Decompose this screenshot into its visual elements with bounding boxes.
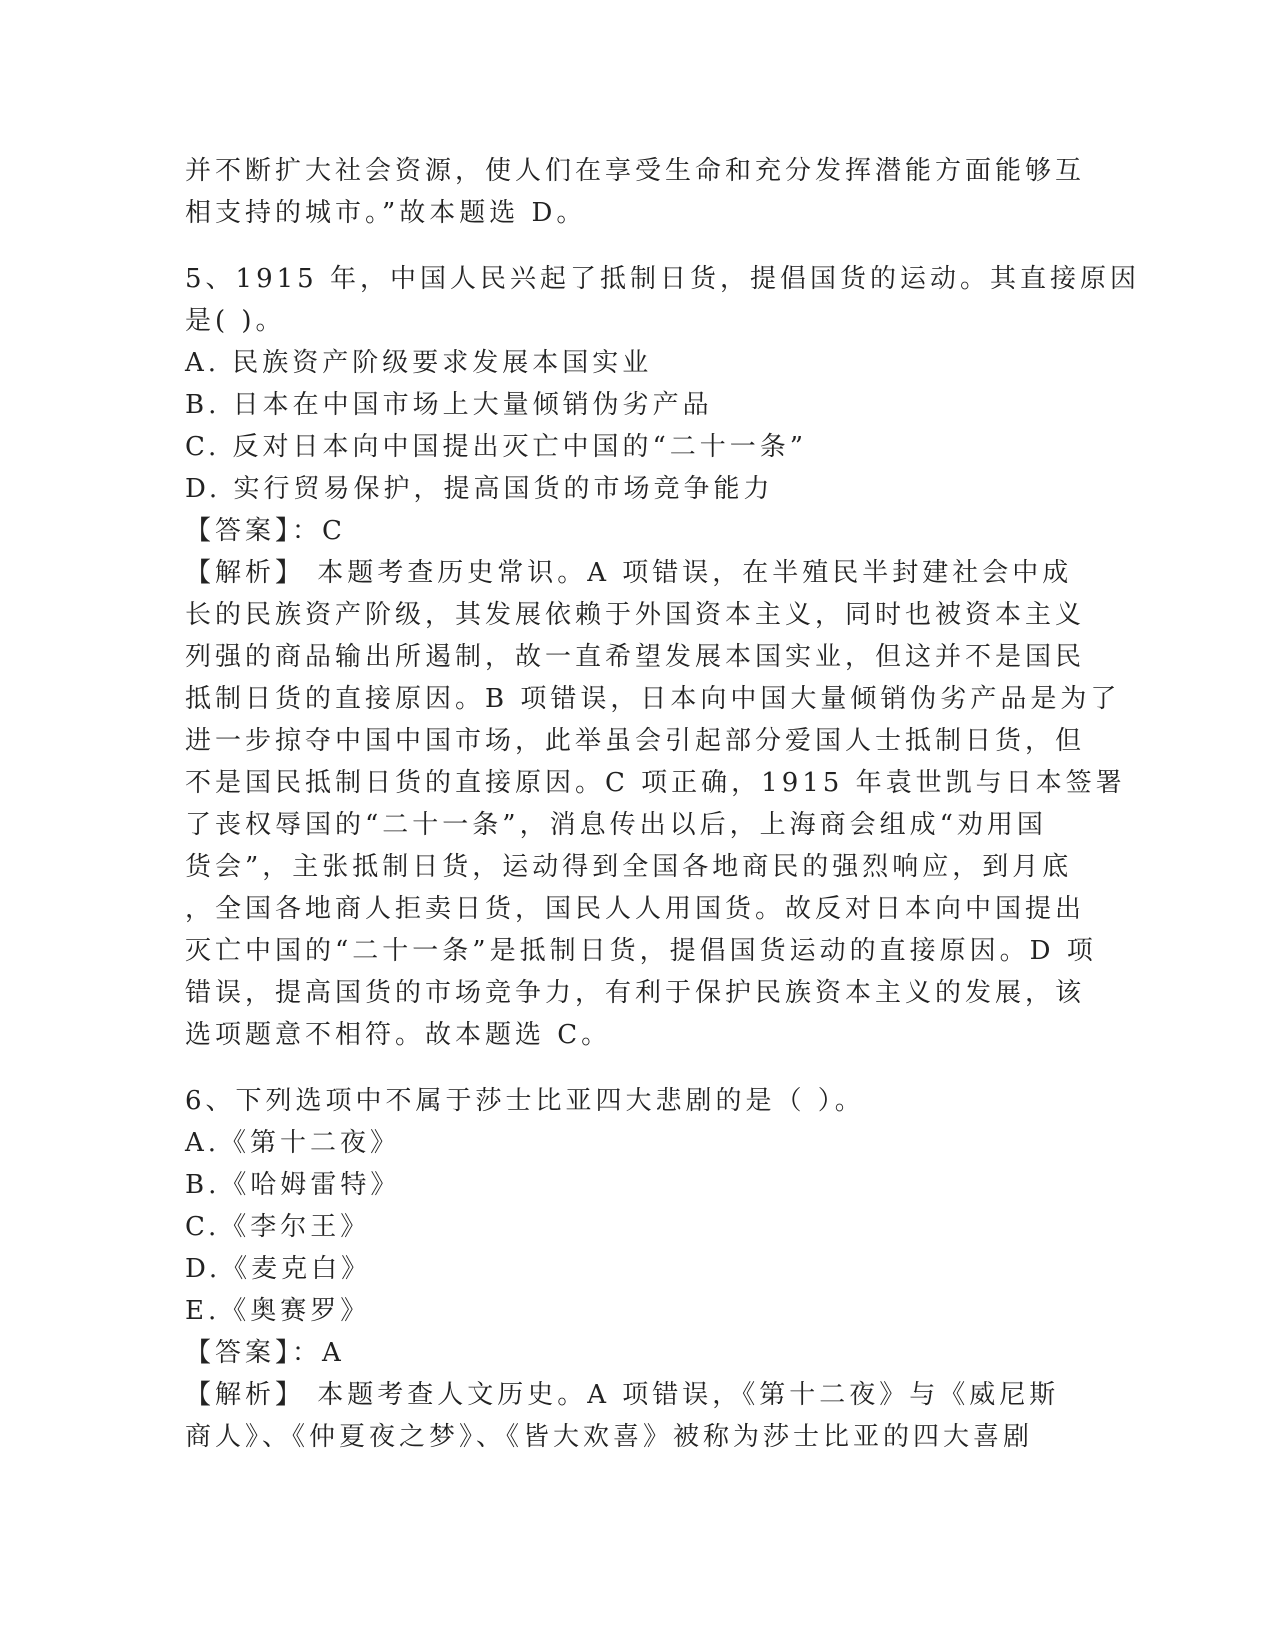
question-6 bbox=[185, 1080, 1065, 1458]
question-5 bbox=[185, 258, 1140, 1056]
question-stem-line: 是( )。 bbox=[185, 306, 286, 336]
option-c: C.《李尔王》 bbox=[185, 1212, 371, 1242]
document-body bbox=[185, 150, 1140, 1458]
option-d: D. 实行贸易保护，提高国货的市场竞争能力 bbox=[185, 474, 774, 504]
analysis-line: 错误，提高国货的市场竞争力，有利于保护民族资本主义的发展，该 bbox=[185, 978, 1086, 1008]
option-b: B. 日本在中国市场上大量倾销伪劣产品 bbox=[185, 390, 713, 420]
analysis-line: 商人》、《仲夏夜之梦》、《皆大欢喜》被称为莎士比亚的四大喜剧 bbox=[185, 1422, 1034, 1452]
intro-line: 相支持的城市。”故本题选 D。 bbox=[185, 198, 587, 228]
intro-line: 并不断扩大社会资源，使人们在享受生命和充分发挥潜能方面能够互 bbox=[185, 156, 1086, 186]
analysis-line: 列强的商品输出所遏制，故一直希望发展本国实业，但这并不是国民 bbox=[185, 642, 1086, 672]
option-a: A. 民族资产阶级要求发展本国实业 bbox=[185, 348, 653, 378]
analysis-line: 了丧权辱国的“二十一条”，消息传出以后，上海商会组成“劝用国 bbox=[185, 810, 1047, 840]
intro-paragraph bbox=[185, 150, 1086, 234]
option-e: E.《奥赛罗》 bbox=[185, 1296, 371, 1326]
analysis-line: ，全国各地商人拒卖日货，国民人人用国货。故反对日本向中国提出 bbox=[185, 894, 1086, 924]
analysis-line: 【解析】 本题考查人文历史。A 项错误，《第十二夜》与《威尼斯 bbox=[185, 1380, 1060, 1410]
analysis-line: 抵制日货的直接原因。B 项错误，日本向中国大量倾销伪劣产品是为了 bbox=[185, 684, 1121, 714]
analysis-line: 选项题意不相符。故本题选 C。 bbox=[185, 1020, 612, 1050]
analysis-paragraph bbox=[185, 552, 1126, 1056]
analysis-line: 货会”，主张抵制日货，运动得到全国各地商民的强烈响应，到月底 bbox=[185, 852, 1073, 882]
analysis-line: 进一步掠夺中国中国市场，此举虽会引起部分爱国人士抵制日货，但 bbox=[185, 726, 1086, 756]
analysis-line: 不是国民抵制日货的直接原因。C 项正确，1915 年袁世凯与日本签署 bbox=[185, 768, 1126, 798]
question-stem bbox=[185, 258, 1140, 342]
answer-line: 【答案】：C bbox=[185, 516, 346, 546]
analysis-line: 灭亡中国的“二十一条”是抵制日货，提倡国货运动的直接原因。D 项 bbox=[185, 936, 1097, 966]
question-stem-line: 6、下列选项中不属于莎士比亚四大悲剧的是（ ）。 bbox=[185, 1086, 865, 1116]
question-stem-line: 5、1915 年，中国人民兴起了抵制日货，提倡国货的运动。其直接原因 bbox=[185, 264, 1140, 294]
option-c: C. 反对日本向中国提出灭亡中国的“二十一条” bbox=[185, 432, 808, 462]
option-d: D.《麦克白》 bbox=[185, 1254, 372, 1284]
question-stem bbox=[185, 1080, 1065, 1122]
option-b: B.《哈姆雷特》 bbox=[185, 1170, 401, 1200]
answer-line: 【答案】：A bbox=[185, 1338, 345, 1368]
analysis-line: 长的民族资产阶级，其发展依赖于外国资本主义，同时也被资本主义 bbox=[185, 600, 1086, 630]
option-a: A.《第十二夜》 bbox=[185, 1128, 401, 1158]
analysis-line: 【解析】 本题考查历史常识。A 项错误，在半殖民半封建社会中成 bbox=[185, 558, 1073, 588]
analysis-paragraph bbox=[185, 1374, 1065, 1458]
